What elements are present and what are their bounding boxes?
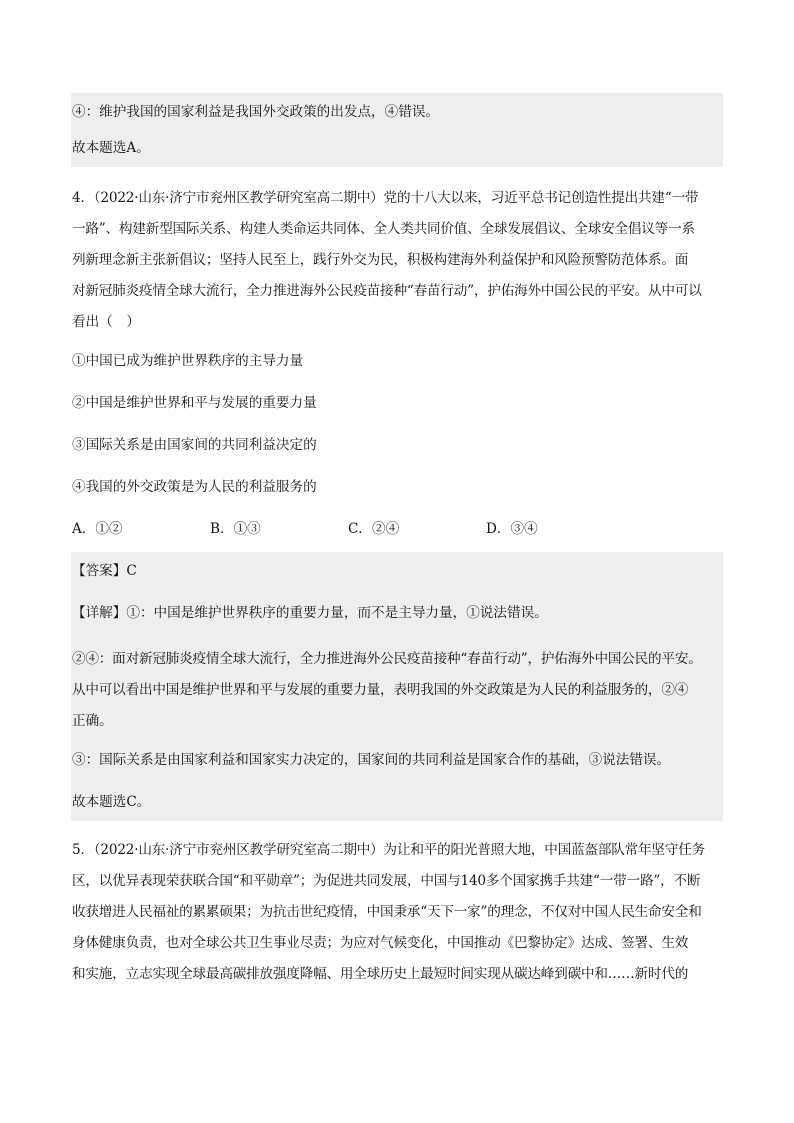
- q3-analysis-block: [71, 93, 723, 167]
- q4-answer: 【答案】C: [72, 563, 137, 579]
- q4-option-d: D．③④: [486, 521, 538, 537]
- q4-analysis-block: [71, 552, 723, 821]
- q4-stem-line: 对新冠肺炎疫情全球大流行，全力推进海外公民疫苗接种“春苗行动”，护佑海外中国公民的平安。从中可以: [72, 283, 702, 299]
- q4-stem-line: 看出（ ）: [72, 314, 140, 330]
- q3-conclusion: 故本题选A。: [72, 140, 150, 156]
- q4-stem-line: 列新理念新主张新倡议；坚持人民至上，践行外交为民，积极构建海外利益保护和风险预警防范体系。面: [72, 252, 689, 268]
- q4-statement-3: ③国际关系是由国家间的共同利益决定的: [72, 437, 317, 453]
- q4-conclusion: 故本题选C。: [72, 794, 151, 810]
- q4-statement-1: ①中国已成为维护世界秩序的主导力量: [72, 353, 304, 369]
- q4-detail-24-line: 从中可以看出中国是维护世界和平与发展的重要力量，表明我国的外交政策是为人民的利益服务的，②④: [72, 682, 689, 698]
- q5-stem: [71, 835, 723, 990]
- q4-stem: [71, 183, 723, 338]
- document-content: [71, 93, 723, 990]
- q4-option-c: C．②④: [348, 521, 400, 537]
- q4-stem-line: 一路”、构建新型国际关系、构建人类命运共同体、全人类共同价值、全球发展倡议、全球安全倡议等一系: [72, 221, 695, 237]
- q5-stem-line: 5．（2022·山东·济宁市兖州区教学研究室高二期中）为让和平的阳光普照大地，中国蓝盔部队常年坚守任务: [72, 842, 706, 858]
- q5-stem-line: 身体健康负责，也对全球公共卫生事业尽责；为应对气候变化，中国推动《巴黎协定》达成、签署、生效: [72, 935, 689, 951]
- q4-option-a: A．①②: [72, 521, 123, 537]
- q3-point4-text: ④：维护我国的国家利益是我国外交政策的出发点，④错误。: [72, 104, 440, 120]
- q4-stem-line: 4．（2022·山东·济宁市兖州区教学研究室高二期中）党的十八大以来，习近平总书记创造性提出共建“一带: [72, 190, 699, 206]
- q4-statement-2: ②中国是维护世界和平与发展的重要力量: [72, 395, 317, 411]
- q4-option-b: B．①③: [210, 521, 261, 537]
- q5-stem-line: 区，以优异表现荣获联合国“和平勋章”；为促进共同发展，中国与140多个国家携手共建“一带一路”，不断: [72, 873, 701, 889]
- q4-detail-1: 【详解】①：中国是维护世界秩序的重要力量，而不是主导力量，①说法错误。: [72, 605, 548, 621]
- q4-statements: [71, 350, 723, 498]
- q4-detail-24-line: 正确。: [72, 713, 113, 729]
- q4-statement-4: ④我国的外交政策是为人民的利益服务的: [72, 479, 317, 495]
- q5-stem-line: 收获增进人民福祉的累累硕果；为抗击世纪疫情，中国秉承“天下一家”的理念，不仅对中国人民生命安全和: [72, 904, 702, 920]
- q5-stem-line: 和实施，立志实现全球最高碳排放强度降幅、用全球历史上最短时间实现从碳达峰到碳中和……新时代的: [72, 966, 689, 982]
- q4-detail-24-line: ②④：面对新冠肺炎疫情全球大流行，全力推进海外公民疫苗接种“春苗行动”，护佑海外中国公民的平安。: [72, 651, 702, 667]
- q4-detail-3: ③：国际关系是由国家利益和国家实力决定的，国家间的共同利益是国家合作的基础，③说法错误。: [72, 752, 671, 768]
- q4-options: [71, 518, 723, 540]
